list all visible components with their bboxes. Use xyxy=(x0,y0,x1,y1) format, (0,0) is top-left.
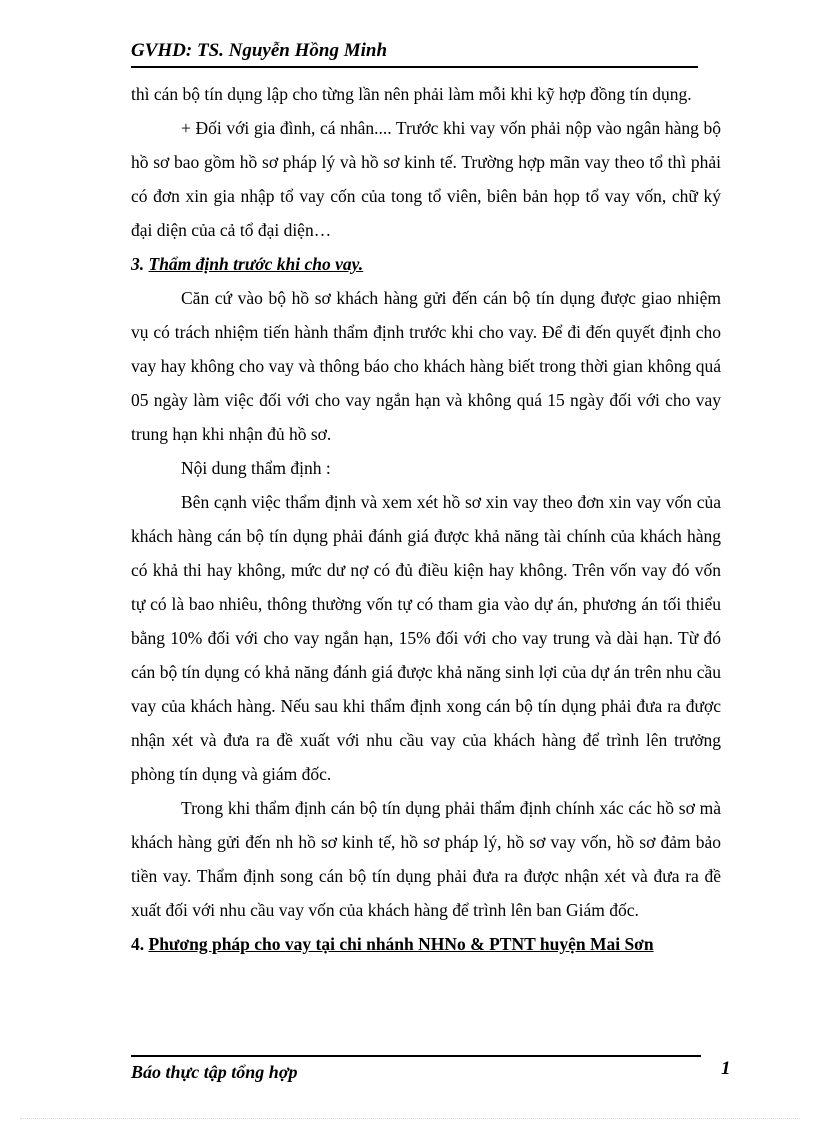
paragraph-2: + Đối với gia đình, cá nhân.... Trước khi vay vốn phải nộp vào ngân hàng bộ hồ sơ bao gồm hồ sơ pháp lý và hồ sơ kinh tế. Trường hợp mãn vay theo tổ thì phải có đơn xin gia nhập tổ vay cốn của tong tổ viên, biên bản họp tổ vay vốn, chữ ký đại diện của cả tổ đại diện… xyxy=(131,118,721,240)
footer-divider xyxy=(131,1055,701,1057)
page-bottom-border xyxy=(20,1118,800,1119)
paragraph-5: Bên cạnh việc thẩm định và xem xét hồ sơ xin vay theo đơn xin vay vốn của khách hàng cán bộ tín dụng phải đánh giá được khả năng tài chính của khách hàng có khả thi hay không, mức dư nợ có đủ điều kiện hay không. Trên vốn vay đó vốn tự có là bao nhiêu, thông thường vốn tự có tham gia vào dự án, phương án tối thiểu bằng 10% đối với cho vay ngắn hạn, 15% đối với cho vay trung và dài hạn. Từ đó cán bộ tín dụng có khả năng đánh giá được khả năng sinh lợi của dự án trên nhu cầu vay của khách hàng. Nếu sau khi thẩm định xong cán bộ tín dụng phải đưa ra được nhận xét và đưa ra đề xuất với nhu cầu vay của khách hàng để trình lên trưởng phòng tín dụng và giám đốc. xyxy=(131,492,721,784)
section-heading-4 xyxy=(131,927,721,961)
page-number: 1 xyxy=(721,1058,731,1079)
paragraph-4: Nội dung thẩm định : xyxy=(181,458,331,478)
paragraph-1: thì cán bộ tín dụng lập cho từng lần nên phải làm mỗi khi kỹ hợp đồng tín dụng. xyxy=(131,84,692,104)
section-4-number: 4. xyxy=(131,934,149,954)
section-4-title: Phương pháp cho vay tại chi nhánh NHNo & PTNT huyện Mai Sơn xyxy=(148,934,654,954)
paragraph-3: Căn cứ vào bộ hồ sơ khách hàng gửi đến cán bộ tín dụng được giao nhiệm vụ có trách nhiệm tiến hành thẩm định trước khi cho vay. Để đi đến quyết định cho vay hay không cho vay và thông báo cho khách hàng biết trong thời gian không quá 05 ngày làm việc đối với cho vay ngắn hạn và không quá 15 ngày đối với cho vay trung hạn khi nhận đủ hồ sơ. xyxy=(131,288,721,444)
document-body xyxy=(131,77,721,961)
section-heading-3 xyxy=(131,247,721,281)
page-header: GVHD: TS. Nguyễn Hồng Minh xyxy=(131,40,698,68)
footer-title: Báo thực tập tổng hợp xyxy=(131,1062,298,1082)
section-3-number: 3. xyxy=(131,254,149,274)
paragraph-6: Trong khi thẩm định cán bộ tín dụng phải thẩm định chính xác các hồ sơ mà khách hàng gửi đến nh hồ sơ kinh tế, hồ sơ pháp lý, hồ sơ vay vốn, hồ sơ đảm bảo tiền vay. Thẩm định song cán bộ tín dụng phải đưa ra được nhận xét và đưa ra đề xuất đối với nhu cầu vay vốn của khách hàng để trình lên ban Giám đốc. xyxy=(131,798,721,920)
section-3-title: Thẩm định trước khi cho vay. xyxy=(148,254,364,274)
